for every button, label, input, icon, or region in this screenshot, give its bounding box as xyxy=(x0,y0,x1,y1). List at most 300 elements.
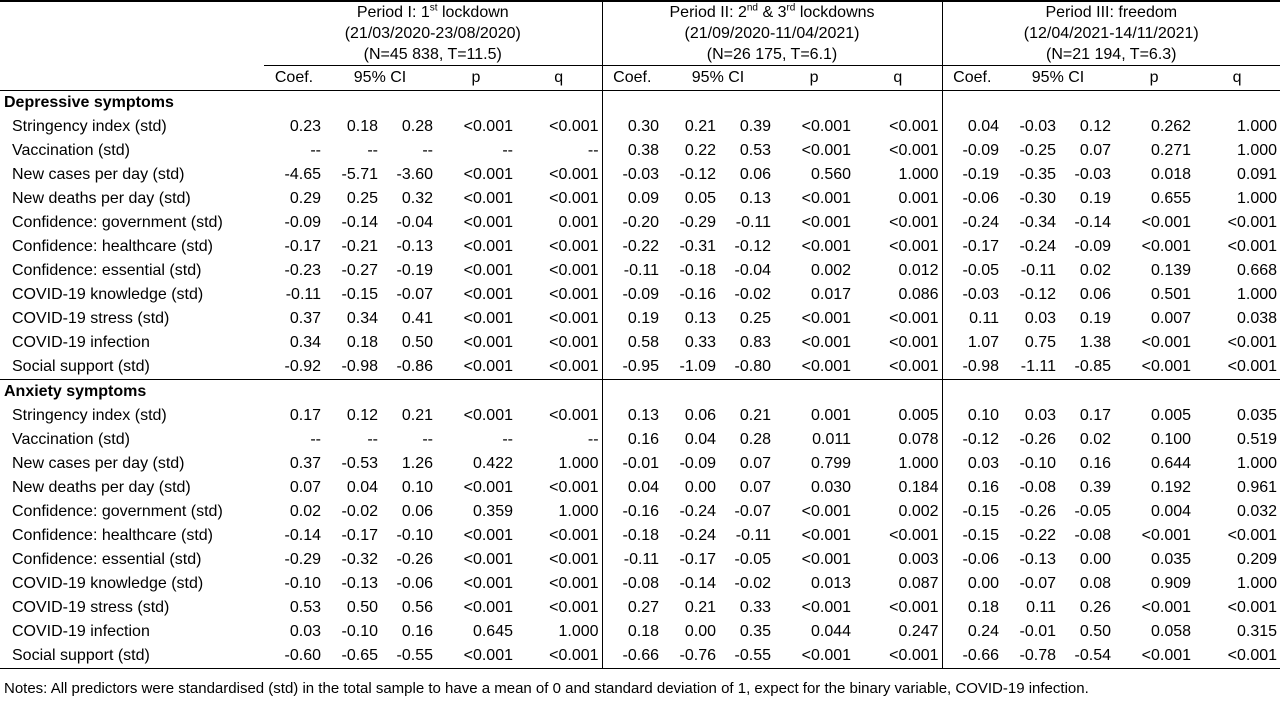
table-cell: 0.00 xyxy=(684,623,717,640)
table-cell: -0.12 xyxy=(962,431,1000,448)
table-cell: <0.001 xyxy=(1227,599,1278,616)
col-header-p: p xyxy=(774,66,854,91)
table-cell: -0.32 xyxy=(341,551,378,568)
table-cell: 0.017 xyxy=(810,286,852,303)
table-cell: 0.16 xyxy=(627,431,660,448)
table-cell: <0.001 xyxy=(1227,527,1278,544)
table-cell: <0.001 xyxy=(463,599,513,616)
table-cell: -0.14 xyxy=(341,214,378,231)
table-cell: -0.34 xyxy=(1019,214,1057,231)
period-2-title: Period II: 2nd & 3rd lockdowns xyxy=(602,1,942,23)
table-cell: -- xyxy=(516,139,602,163)
table-cell: -0.08 xyxy=(1019,479,1057,496)
table-cell: 0.032 xyxy=(1236,503,1278,520)
table-cell: 0.03 xyxy=(967,455,1000,472)
table-cell: -0.25 xyxy=(1019,142,1057,159)
table-cell: -0.18 xyxy=(679,262,717,279)
table-cell: -0.16 xyxy=(679,286,717,303)
table-cell: -1.09 xyxy=(679,358,717,375)
section-spacer xyxy=(602,91,942,116)
table-cell: 0.35 xyxy=(739,623,772,640)
table-cell: <0.001 xyxy=(516,572,602,596)
table-cell: -0.85 xyxy=(1074,358,1112,375)
table-cell: <0.001 xyxy=(436,644,516,669)
table-cell: -0.98 xyxy=(962,358,1000,375)
row-label: New deaths per day (std) xyxy=(12,190,191,207)
table-cell: -- xyxy=(516,428,602,452)
table-cell: 0.33 xyxy=(684,334,717,351)
table-cell: -0.11 xyxy=(623,551,660,568)
table-cell: 0.06 xyxy=(739,166,772,183)
table-cell: 0.519 xyxy=(1236,431,1278,448)
row-label: COVID-19 stress (std) xyxy=(12,599,170,616)
table-cell: 0.02 xyxy=(1079,431,1112,448)
table-cell: -0.15 xyxy=(962,527,1000,544)
table-cell: 0.12 xyxy=(1079,118,1112,135)
table-cell: 1.000 xyxy=(1236,455,1278,472)
table-cell: 0.18 xyxy=(627,623,660,640)
table-cell: 0.09 xyxy=(627,190,660,207)
table-cell: 0.11 xyxy=(1026,599,1057,616)
table-cell: 0.003 xyxy=(854,548,942,572)
table-cell: 0.39 xyxy=(1079,479,1112,496)
table-cell: -0.06 xyxy=(962,190,1000,207)
table-cell: -0.11 xyxy=(285,286,321,303)
table-cell: -0.02 xyxy=(734,286,772,303)
table-cell: <0.001 xyxy=(854,355,942,380)
table-cell: 0.668 xyxy=(1236,262,1278,279)
table-row xyxy=(0,187,1280,211)
table-cell: <0.001 xyxy=(854,524,942,548)
table-cell: 0.13 xyxy=(739,190,772,207)
section-header-row xyxy=(0,91,1280,116)
table-cell: 0.06 xyxy=(401,503,433,520)
table-cell: 0.19 xyxy=(1079,190,1112,207)
period-1-dates: (21/03/2020-23/08/2020) xyxy=(264,23,602,44)
table-cell: -0.22 xyxy=(1019,527,1057,544)
table-cell: <0.001 xyxy=(854,331,942,355)
table-cell: -0.10 xyxy=(341,623,378,640)
table-cell: 0.02 xyxy=(1079,262,1112,279)
table-cell: -0.54 xyxy=(1059,644,1114,669)
table-cell: -0.10 xyxy=(396,527,433,544)
table-cell: <0.001 xyxy=(801,358,852,375)
table-cell: 0.17 xyxy=(1079,407,1112,424)
table-cell: 0.011 xyxy=(812,431,852,448)
table-cell: 0.26 xyxy=(1079,599,1112,616)
table-cell: -4.65 xyxy=(284,166,321,183)
table-cell: -- xyxy=(422,142,433,159)
table-cell: 0.18 xyxy=(346,334,378,351)
table-cell: -0.14 xyxy=(284,527,321,544)
table-cell: 0.21 xyxy=(401,407,433,424)
table-row xyxy=(0,620,1280,644)
table-cell: 0.044 xyxy=(810,623,852,640)
table-cell: 0.007 xyxy=(1150,310,1192,327)
table-cell: -0.17 xyxy=(679,551,717,568)
table-row xyxy=(0,548,1280,572)
header-blank xyxy=(0,23,264,44)
table-row xyxy=(0,235,1280,259)
table-cell: <0.001 xyxy=(854,596,942,620)
row-label: Confidence: essential (std) xyxy=(12,551,202,568)
table-notes: Notes: All predictors were standardised (std) in the total sample to have a mean of 0 and standard deviation of 1, expect for the binary variable, COVID-19 infection. xyxy=(4,680,1089,697)
table-cell: 0.00 xyxy=(684,479,717,496)
table-cell: -- xyxy=(310,431,321,448)
table-cell: 0.035 xyxy=(1236,407,1278,424)
table-cell: 1.07 xyxy=(967,334,1000,351)
table-cell: 0.038 xyxy=(1236,310,1278,327)
table-cell: 0.799 xyxy=(810,455,852,472)
col-header-ci: 95% CI xyxy=(1002,66,1114,91)
table-cell: -0.31 xyxy=(679,238,717,255)
table-cell: -0.03 xyxy=(1019,118,1057,135)
table-cell: -0.19 xyxy=(396,262,433,279)
table-cell: <0.001 xyxy=(854,139,942,163)
table-cell: 0.03 xyxy=(1024,310,1057,327)
row-label: COVID-19 knowledge (std) xyxy=(12,286,204,303)
table-cell: -0.30 xyxy=(1019,190,1057,207)
table-cell: -0.05 xyxy=(1074,503,1112,520)
table-cell: -0.11 xyxy=(735,214,772,231)
table-row xyxy=(0,259,1280,283)
table-cell: -0.13 xyxy=(341,575,378,592)
table-cell: 0.359 xyxy=(472,503,513,520)
table-cell: 0.04 xyxy=(346,479,378,496)
table-cell: 1.38 xyxy=(1079,334,1112,351)
table-cell: 0.21 xyxy=(684,599,717,616)
table-cell: 0.10 xyxy=(401,479,433,496)
table-cell: 0.28 xyxy=(739,431,772,448)
table-cell: <0.001 xyxy=(516,115,602,139)
table-cell: -1.11 xyxy=(1020,358,1057,375)
table-cell: 0.001 xyxy=(810,407,852,424)
row-label: Vaccination (std) xyxy=(12,431,130,448)
table-cell: -0.80 xyxy=(734,358,772,375)
row-label: Confidence: healthcare (std) xyxy=(12,527,213,544)
table-cell: -0.55 xyxy=(381,644,436,669)
table-cell: -0.13 xyxy=(396,238,433,255)
table-cell: -0.22 xyxy=(622,238,660,255)
table-cell: 0.24 xyxy=(967,623,1000,640)
table-cell: 1.000 xyxy=(516,452,602,476)
table-cell: 0.13 xyxy=(627,407,660,424)
table-cell: <0.001 xyxy=(774,644,854,669)
table-cell: -0.14 xyxy=(679,575,717,592)
table-cell: <0.001 xyxy=(463,334,513,351)
table-cell: 0.100 xyxy=(1150,431,1192,448)
table-cell: 0.27 xyxy=(627,599,660,616)
table-cell: -0.03 xyxy=(962,286,1000,303)
table-cell: <0.001 xyxy=(1194,644,1280,669)
table-cell: 0.078 xyxy=(854,428,942,452)
table-cell: 0.07 xyxy=(1079,142,1112,159)
table-cell: 1.000 xyxy=(516,620,602,644)
col-header-q: q xyxy=(516,66,602,91)
col-header-coef: Coef. xyxy=(942,66,1002,91)
table-cell: 0.33 xyxy=(739,599,772,616)
table-cell: 0.13 xyxy=(684,310,717,327)
table-cell: -0.04 xyxy=(734,262,772,279)
table-cell: 0.25 xyxy=(739,310,772,327)
table-cell: <0.001 xyxy=(1141,238,1192,255)
table-cell: -0.11 xyxy=(735,527,772,544)
table-cell: <0.001 xyxy=(463,551,513,568)
table-cell: 0.07 xyxy=(739,479,772,496)
table-cell: -0.27 xyxy=(341,262,378,279)
table-cell: -- xyxy=(367,142,378,159)
table-cell: -- xyxy=(502,142,513,159)
table-cell: 0.012 xyxy=(854,259,942,283)
col-header-coef: Coef. xyxy=(602,66,662,91)
table-cell: -0.66 xyxy=(602,644,662,669)
table-cell: 0.50 xyxy=(401,334,433,351)
table-cell: 0.04 xyxy=(684,431,717,448)
section-spacer xyxy=(264,380,602,405)
table-cell: 0.18 xyxy=(346,118,378,135)
table-cell: <0.001 xyxy=(1227,214,1278,231)
table-cell: -0.01 xyxy=(1019,623,1057,640)
col-header-q: q xyxy=(854,66,942,91)
table-cell: 0.12 xyxy=(346,407,378,424)
row-label: New deaths per day (std) xyxy=(12,479,191,496)
table-cell: 0.086 xyxy=(854,283,942,307)
table-cell: <0.001 xyxy=(1141,334,1192,351)
period-3-title: Period III: freedom xyxy=(942,1,1280,23)
table-cell: 0.184 xyxy=(854,476,942,500)
table-cell: 0.21 xyxy=(684,118,717,135)
table-cell: 0.001 xyxy=(854,187,942,211)
table-cell: -0.12 xyxy=(734,238,772,255)
table-cell: -0.08 xyxy=(622,575,660,592)
table-cell: -0.26 xyxy=(1019,503,1057,520)
table-cell: -0.24 xyxy=(962,214,1000,231)
table-cell: -0.02 xyxy=(341,503,378,520)
table-cell: 0.005 xyxy=(1150,407,1192,424)
row-label: COVID-19 knowledge (std) xyxy=(12,575,204,592)
table-cell: 0.00 xyxy=(967,575,1000,592)
table-cell: <0.001 xyxy=(463,358,513,375)
table-cell: 0.53 xyxy=(289,599,321,616)
table-cell: -0.24 xyxy=(679,527,717,544)
table-cell: 0.37 xyxy=(289,310,321,327)
table-cell: 0.002 xyxy=(810,262,852,279)
table-cell: -0.10 xyxy=(1019,455,1057,472)
row-label: Confidence: government (std) xyxy=(12,214,223,231)
table-cell: <0.001 xyxy=(463,527,513,544)
row-label: COVID-19 infection xyxy=(12,623,150,640)
table-cell: <0.001 xyxy=(1227,334,1278,351)
table-cell: 0.07 xyxy=(289,479,321,496)
table-cell: 0.961 xyxy=(1236,479,1278,496)
table-cell: 0.16 xyxy=(401,623,433,640)
table-cell: 0.21 xyxy=(739,407,772,424)
table-cell: <0.001 xyxy=(463,407,513,424)
table-cell: 1.000 xyxy=(516,500,602,524)
table-cell: 1.000 xyxy=(1236,142,1278,159)
table-cell: <0.001 xyxy=(854,307,942,331)
table-cell: -0.21 xyxy=(341,238,378,255)
table-cell: -0.29 xyxy=(284,551,321,568)
table-cell: -0.03 xyxy=(622,166,660,183)
table-cell: 0.34 xyxy=(289,334,321,351)
table-cell: -0.65 xyxy=(324,644,381,669)
table-cell: 0.262 xyxy=(1150,118,1192,135)
table-cell: 1.000 xyxy=(854,163,942,187)
table-cell: 0.19 xyxy=(627,310,660,327)
table-cell: 0.501 xyxy=(1150,286,1192,303)
table-cell: 0.271 xyxy=(1150,142,1192,159)
period-2-dates: (21/09/2020-11/04/2021) xyxy=(602,23,942,44)
table-cell: 1.000 xyxy=(1236,190,1278,207)
table-cell: <0.001 xyxy=(801,214,852,231)
table-cell: <0.001 xyxy=(1227,358,1278,375)
table-row xyxy=(0,452,1280,476)
section-spacer xyxy=(602,380,942,405)
table-cell: -0.86 xyxy=(396,358,433,375)
header-blank xyxy=(0,44,264,66)
table-cell: 0.087 xyxy=(854,572,942,596)
table-cell: 0.209 xyxy=(1236,551,1278,568)
table-cell: 0.192 xyxy=(1150,479,1192,496)
table-cell: 0.005 xyxy=(854,404,942,428)
table-cell: <0.001 xyxy=(516,355,602,380)
row-label: COVID-19 infection xyxy=(12,334,150,351)
table-cell: -0.10 xyxy=(284,575,321,592)
section-spacer xyxy=(942,91,1280,116)
table-cell: 0.909 xyxy=(1150,575,1192,592)
table-cell: <0.001 xyxy=(801,503,852,520)
table-cell: 0.004 xyxy=(1150,503,1192,520)
table-row xyxy=(0,355,1280,380)
col-header-ci: 95% CI xyxy=(662,66,774,91)
table-cell: -0.09 xyxy=(1074,238,1112,255)
col-header-p: p xyxy=(1114,66,1194,91)
section-header-row xyxy=(0,380,1280,405)
table-cell: -3.60 xyxy=(396,166,433,183)
table-cell: 0.30 xyxy=(627,118,660,135)
table-cell: -0.24 xyxy=(1019,238,1057,255)
table-row xyxy=(0,283,1280,307)
table-cell: 0.035 xyxy=(1150,551,1192,568)
table-cell: <0.001 xyxy=(801,334,852,351)
table-cell: 0.37 xyxy=(289,455,321,472)
table-cell: 1.26 xyxy=(401,455,433,472)
row-label: Social support (std) xyxy=(0,644,264,669)
table-cell: <0.001 xyxy=(516,596,602,620)
table-cell: 0.002 xyxy=(854,500,942,524)
table-cell: <0.001 xyxy=(463,479,513,496)
table-cell: <0.001 xyxy=(1141,358,1192,375)
table-cell: 0.07 xyxy=(739,455,772,472)
table-cell: 0.50 xyxy=(346,599,378,616)
table-cell: 0.013 xyxy=(810,575,852,592)
table-cell: -0.09 xyxy=(962,142,1000,159)
table-cell: 0.39 xyxy=(739,118,772,135)
table-cell: <0.001 xyxy=(1227,238,1278,255)
table-cell: <0.001 xyxy=(463,262,513,279)
row-label: New cases per day (std) xyxy=(12,166,185,183)
table-cell: <0.001 xyxy=(854,235,942,259)
table-cell: <0.001 xyxy=(463,190,513,207)
table-cell: -0.15 xyxy=(962,503,1000,520)
table-row xyxy=(0,428,1280,452)
table-cell: -0.03 xyxy=(1074,166,1112,183)
table-cell: 0.17 xyxy=(289,407,321,424)
table-row xyxy=(0,331,1280,355)
table-cell: <0.001 xyxy=(516,644,602,669)
table-cell: -0.15 xyxy=(341,286,378,303)
table-cell: 0.34 xyxy=(346,310,378,327)
table-cell: <0.001 xyxy=(516,404,602,428)
table-cell: -0.05 xyxy=(734,551,772,568)
header-blank xyxy=(0,66,264,91)
table-cell: -0.13 xyxy=(1019,551,1057,568)
table-cell: -0.07 xyxy=(396,286,433,303)
table-cell: -0.06 xyxy=(962,551,1000,568)
table-cell: 0.644 xyxy=(1150,455,1192,472)
col-header-q: q xyxy=(1194,66,1280,91)
table-cell: -0.02 xyxy=(734,575,772,592)
table-cell: 0.11 xyxy=(969,310,1000,327)
table-cell: -0.07 xyxy=(1019,575,1057,592)
table-cell: 0.560 xyxy=(810,166,852,183)
period-1-sample: (N=45 838, T=11.5) xyxy=(264,44,602,66)
period-3-dates: (12/04/2021-14/11/2021) xyxy=(1023,25,1199,42)
table-cell: <0.001 xyxy=(516,524,602,548)
table-cell: -0.60 xyxy=(264,644,324,669)
table-cell: 0.58 xyxy=(627,334,660,351)
table-cell: <0.001 xyxy=(516,331,602,355)
table-cell: 0.83 xyxy=(739,334,772,351)
table-cell: 0.23 xyxy=(289,118,321,135)
table-cell: 0.03 xyxy=(1024,407,1057,424)
table-row xyxy=(0,524,1280,548)
table-cell: -- xyxy=(367,431,378,448)
table-cell: -0.09 xyxy=(679,455,717,472)
table-cell: -0.98 xyxy=(341,358,378,375)
table-row xyxy=(0,404,1280,428)
table-cell: 0.19 xyxy=(1079,310,1112,327)
table-cell: <0.001 xyxy=(516,307,602,331)
table-cell: 0.001 xyxy=(516,211,602,235)
table-cell: -5.71 xyxy=(341,166,378,183)
table-cell: <0.001 xyxy=(463,286,513,303)
table-cell: -0.23 xyxy=(284,262,321,279)
table-cell: 0.422 xyxy=(472,455,513,472)
row-label: COVID-19 stress (std) xyxy=(12,310,170,327)
table-cell: -0.12 xyxy=(1019,286,1057,303)
table-cell: -- xyxy=(502,431,513,448)
table-cell: 1.000 xyxy=(1236,575,1278,592)
col-header-ci: 95% CI xyxy=(324,66,436,91)
table-cell: 0.058 xyxy=(1150,623,1192,640)
table-row xyxy=(0,644,1280,669)
table-cell: <0.001 xyxy=(463,118,513,135)
table-cell: 0.04 xyxy=(627,479,660,496)
table-cell: -0.16 xyxy=(622,503,660,520)
col-header-p: p xyxy=(436,66,516,91)
table-cell: <0.001 xyxy=(463,166,513,183)
table-cell: <0.001 xyxy=(854,644,942,669)
row-label: New cases per day (std) xyxy=(12,455,185,472)
table-cell: <0.001 xyxy=(463,238,513,255)
table-cell: 0.53 xyxy=(739,142,772,159)
row-label: Social support (std) xyxy=(12,358,150,375)
table-cell: 0.56 xyxy=(401,599,433,616)
table-cell: 0.018 xyxy=(1150,166,1192,183)
table-cell: -- xyxy=(422,431,433,448)
